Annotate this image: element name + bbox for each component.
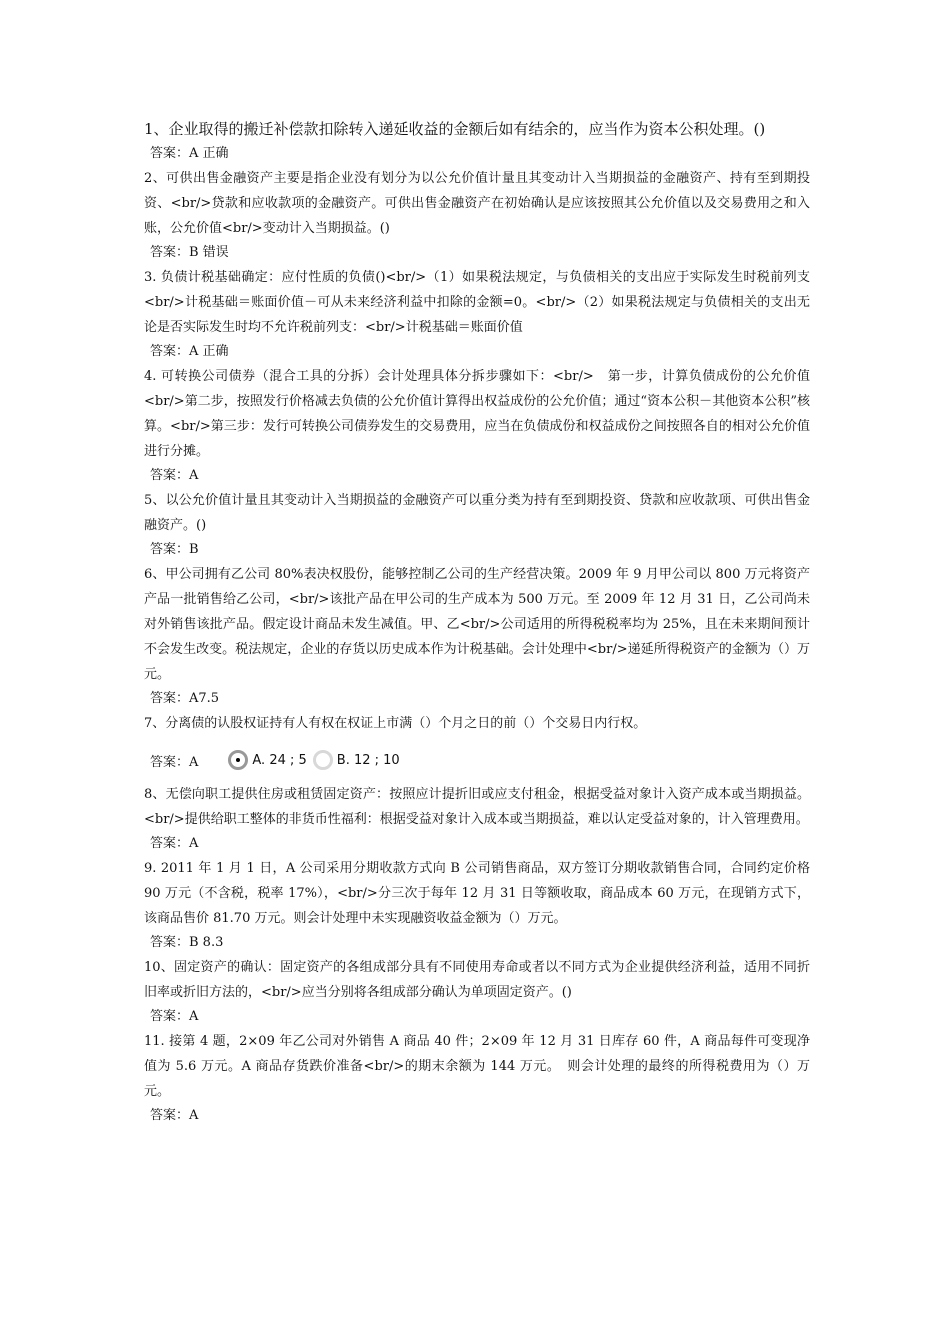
radio-option-a-selected[interactable]	[228, 750, 248, 770]
question-2-text: 2、可供出售金融资产主要是指企业没有划分为以公允价值计量且其变动计入当期损益的金融资产、持有至到期投资、<br/>贷款和应收款项的金融资产。可供出售金融资产在初始确认是应该按照其公允价值以及交易费用之和入账，公允价值<br/>变动计入当期损益。()	[144, 171, 810, 236]
question-8-answer: 答案：A	[150, 836, 199, 851]
question-9-answer: 答案：B 8.3	[150, 935, 224, 950]
document-page	[144, 116, 810, 1128]
question-6-text: 6、甲公司拥有乙公司 80%表决权股份，能够控制乙公司的生产经营决策。2009 年 9 月甲公司以 800 万元将资产产品一批销售给乙公司，<br/>该批产品在甲公司的生产成本为 500 万元。至 2009 年 12 月 31 日，乙公司尚未对外销售该批产品。假定设计商品未发生减值。甲、乙<br/>公司适用的所得税税率均为 25%，且在未来期间预计不会发生改变。税法规定，企业的存货以历史成本作为计税基础。会计处理中<br/>递延所得税资产的金额为（）万元。	[144, 567, 810, 682]
question-1-text: 1、企业取得的搬迁补偿款扣除转入递延收益的金额后如有结余的，应当作为资本公积处理。()	[144, 120, 766, 138]
question-6-answer: 答案：A7.5	[150, 691, 220, 706]
radio-option-b[interactable]	[313, 750, 333, 770]
question-11-answer: 答案：A	[150, 1108, 199, 1123]
question-5-answer: 答案：B	[150, 542, 199, 557]
question-3-answer: 答案：A 正确	[150, 344, 229, 359]
option-b-label: B. 12 ; 10	[336, 752, 400, 768]
question-5-text: 5、以公允价值计量且其变动计入当期损益的金融资产可以重分类为持有至到期投资、贷款和应收款项、可供出售金融资产。()	[144, 493, 810, 533]
option-a-label: A. 24 ; 5	[252, 752, 307, 768]
question-7-answer: 答案：A	[150, 754, 199, 770]
question-3-text: 3. 负债计税基础确定：应付性质的负债()<br/>（1）如果税法规定，与负债相关的支出应于实际发生时税前列支<br/>计税基础＝账面价值－可从未来经济利益中扣除的金额=0。<br/>（2）如果税法规定与负债相关的支出无论是否实际发生时均不允许税前列支：<br/>计税基础＝账面价值	[144, 270, 810, 335]
question-2-answer: 答案：B 错误	[150, 245, 229, 260]
question-7-answer-row	[150, 742, 810, 778]
question-9-text: 9. 2011 年 1 月 1 日，A 公司采用分期收款方式向 B 公司销售商品，双方签订分期收款销售合同，合同约定价格 90 万元（不含税，税率 17%），<br/>分三次于每年 12 月 31 日等额收取，商品成本 60 万元，在现销方式下，该商品售价 81.70 万元。则会计处理中未实现融资收益金额为（）万元。	[144, 861, 810, 926]
question-11-text: 11. 接第 4 题，2×09 年乙公司对外销售 A 商品 40 件；2×09 年 12 月 31 日库存 60 件，A 商品每件可变现净值为 5.6 万元。A 商品存货跌价准备<br/>的期末余额为 144 万元。 则会计处理的最终的所得税费用为（）万元。	[144, 1034, 810, 1099]
question-7-text: 7、分离债的认股权证持有人有权在权证上市满（）个月之日的前（）个交易日内行权。	[144, 716, 647, 731]
question-10-answer: 答案：A	[150, 1009, 199, 1024]
question-4-text: 4. 可转换公司债券（混合工具的分拆）会计处理具体分拆步骤如下：<br/> 第一步，计算负债成份的公允价值<br/>第二步，按照发行价格减去负债的公允价值计算得出权益成份的公允价值；通过“资本公积－其他资本公积”核算。<br/>第三步：发行可转换公司债券发生的交易费用，应当在负债成份和权益成份之间按照各自的相对公允价值进行分摊。	[144, 369, 810, 459]
question-1-answer: 答案：A 正确	[150, 146, 229, 161]
question-8-text: 8、无偿向职工提供住房或租赁固定资产：按照应计提折旧或应支付租金，根据受益对象计入资产成本或当期损益。<br/>提供给职工整体的非货币性福利：根据受益对象计入成本或当期损益，难以认定受益对象的，计入管理费用。	[144, 787, 810, 827]
question-10-text: 10、固定资产的确认：固定资产的各组成部分具有不同使用寿命或者以不同方式为企业提供经济利益，适用不同折旧率或折旧方法的，<br/>应当分别将各组成部分确认为单项固定资产。()	[144, 960, 810, 1000]
question-4-answer: 答案：A	[150, 468, 199, 483]
